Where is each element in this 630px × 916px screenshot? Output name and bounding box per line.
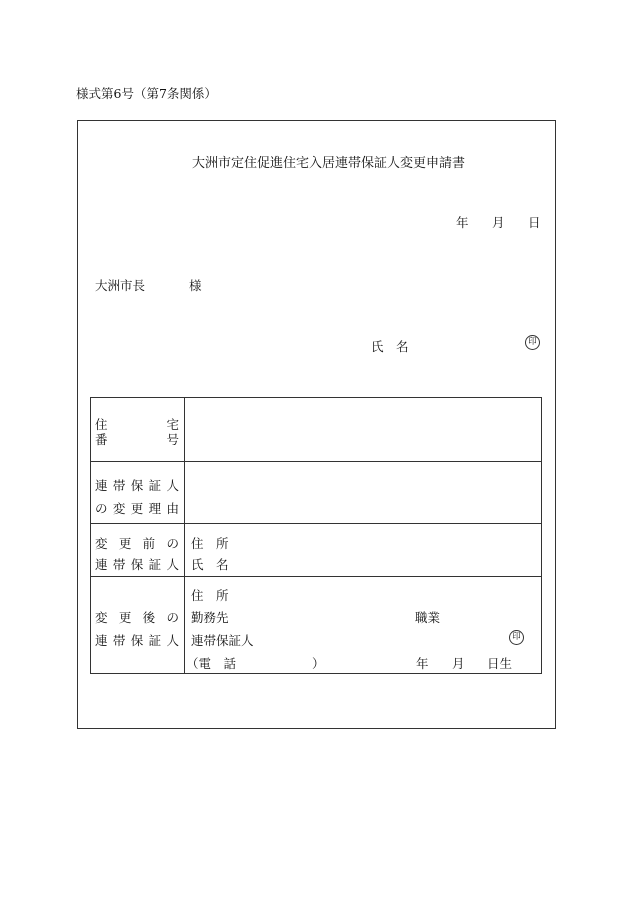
date-day: 日: [528, 215, 541, 230]
row4-phone-open: （電 話: [186, 656, 237, 671]
applicant-name-label: 氏 名: [371, 339, 409, 354]
row3-label-line1: 変 更 前 の: [95, 536, 179, 551]
row4-birth-day: 日生: [487, 656, 513, 671]
date-year: 年: [456, 215, 469, 230]
table-column-divider: [184, 397, 185, 674]
row3-name-label: 氏 名: [191, 557, 229, 572]
row4-seal-icon: 印: [509, 630, 524, 645]
row4-birth-year: 年: [416, 656, 429, 671]
addressee-name: 大洲市長: [95, 278, 146, 293]
row2-label-line1: 連 帯 保 証 人: [95, 478, 179, 493]
row3-label-line2: 連 帯 保 証 人: [95, 557, 179, 572]
row3-address-label: 住 所: [191, 536, 229, 551]
row1-label-line1: 住 宅: [95, 417, 179, 432]
row4-employer-label: 勤務先: [191, 610, 229, 625]
form-title: 大洲市定住促進住宅入居連帯保証人変更申請書: [192, 156, 466, 171]
row4-occupation-label: 職業: [415, 610, 441, 625]
applicant-seal-icon: 印: [525, 335, 540, 350]
date-month: 月: [492, 215, 505, 230]
row4-label-line1: 変 更 後 の: [95, 610, 179, 625]
form-number: 様式第6号（第7条関係）: [76, 86, 217, 101]
row4-phone-close: ）: [312, 656, 325, 671]
row-divider-1: [90, 461, 542, 462]
row1-label-line2: 番 号: [95, 432, 179, 447]
row4-address-label: 住 所: [191, 588, 229, 603]
row4-birth-month: 月: [452, 656, 465, 671]
row2-label-line2: の 変 更 理 由: [95, 501, 179, 516]
addressee-honorific: 様: [189, 278, 202, 293]
row-divider-2: [90, 523, 542, 524]
row4-guarantor-label: 連帯保証人: [191, 633, 254, 648]
row-divider-3: [90, 576, 542, 577]
row4-label-line2: 連 帯 保 証 人: [95, 633, 179, 648]
